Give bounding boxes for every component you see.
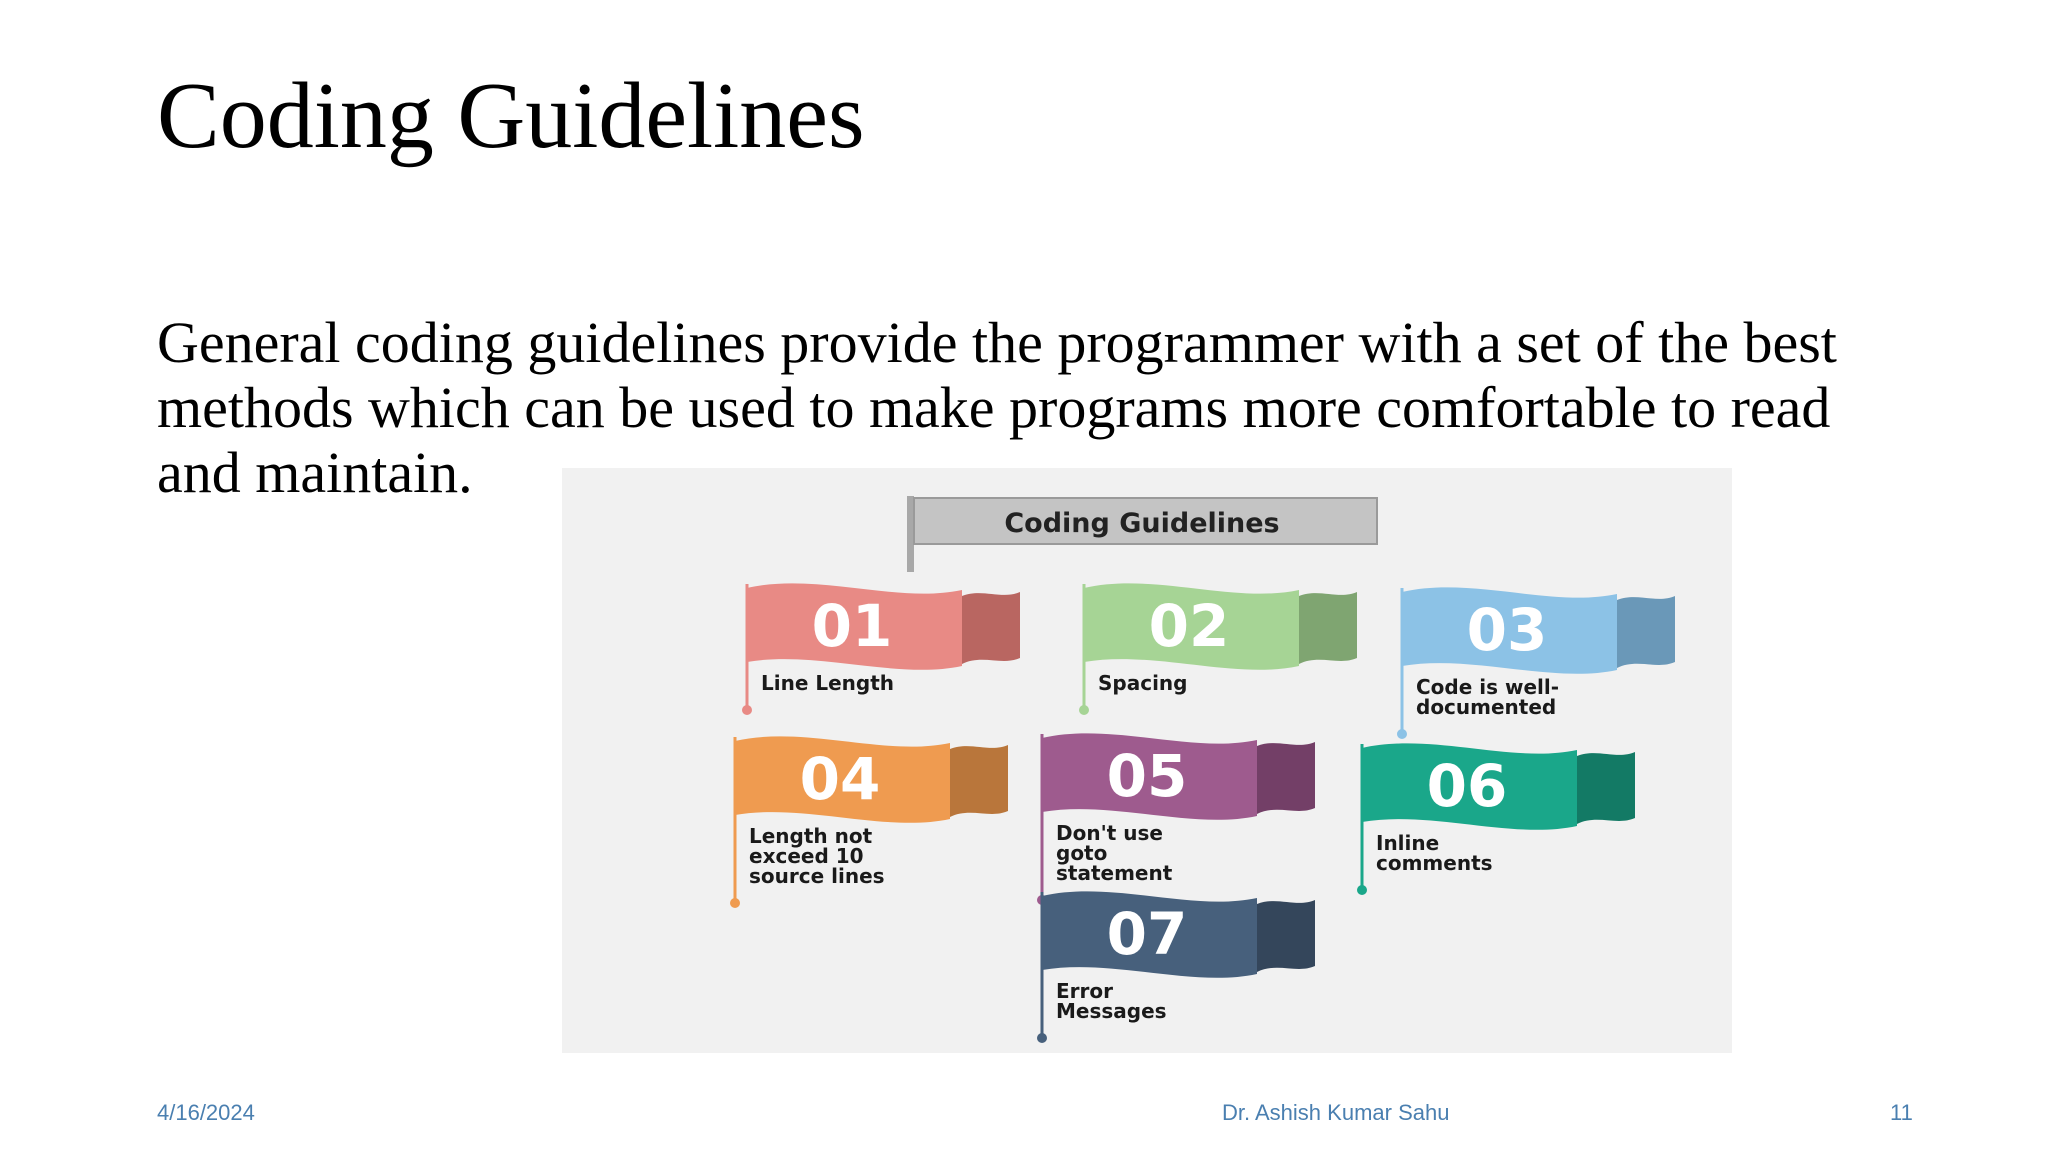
flag-pole-base <box>1037 1033 1047 1043</box>
flag-label: comments <box>1376 851 1493 875</box>
flag-side <box>1257 900 1315 972</box>
slide-title: Coding Guidelines <box>157 64 865 168</box>
coding-guidelines-graphic <box>562 468 1732 1053</box>
flag-side <box>1299 592 1357 664</box>
flag-side <box>1577 752 1635 824</box>
flag-04 <box>730 736 1008 908</box>
flag-number: 07 <box>1106 900 1188 968</box>
flag-05 <box>1037 733 1315 905</box>
banner-pole <box>907 496 914 572</box>
flag-number: 04 <box>799 745 881 813</box>
flag-label: Messages <box>1056 999 1167 1023</box>
flag-label: Code is well- <box>1416 675 1560 699</box>
banner-flag <box>907 496 1377 572</box>
flag-label: Error <box>1056 979 1113 1003</box>
flag-label: goto <box>1056 841 1108 865</box>
flag-side <box>950 745 1008 817</box>
flag-pole-base <box>1357 885 1367 895</box>
flag-number: 05 <box>1106 742 1188 810</box>
flag-pole-base <box>730 898 740 908</box>
coding-guidelines-figure <box>562 468 1732 1053</box>
footer-author: Dr. Ashish Kumar Sahu <box>1222 1100 1450 1125</box>
flags-layer <box>730 583 1675 1043</box>
flag-number: 06 <box>1426 752 1508 820</box>
flag-02 <box>1079 583 1357 715</box>
flag-pole-base <box>1079 705 1089 715</box>
flag-number: 03 <box>1466 596 1548 664</box>
footer-date: 4/16/2024 <box>157 1100 255 1125</box>
body-paragraph: General coding guidelines provide the programmer with a set of the best methods which can be used to make programs more comfortable to read and maintain. <box>157 310 1837 505</box>
flag-06 <box>1357 743 1635 895</box>
flag-label: exceed 10 <box>749 844 864 868</box>
flag-label: Spacing <box>1098 671 1188 695</box>
flag-label: source lines <box>749 864 885 888</box>
flag-03 <box>1397 587 1675 739</box>
flag-pole-base <box>1397 729 1407 739</box>
flag-label: statement <box>1056 861 1173 885</box>
footer-page-number: 11 <box>1890 1100 1913 1125</box>
flag-label: Inline <box>1376 831 1440 855</box>
flag-label: Don't use <box>1056 821 1163 845</box>
flag-side <box>1617 596 1675 668</box>
flag-label: Line Length <box>761 671 895 695</box>
flag-number: 02 <box>1148 592 1230 660</box>
flag-07 <box>1037 891 1315 1043</box>
banner-title: Coding Guidelines <box>1004 508 1280 539</box>
flag-side <box>1257 742 1315 814</box>
flag-01 <box>742 583 1020 715</box>
flag-label: documented <box>1416 695 1557 719</box>
flag-number: 01 <box>811 592 893 660</box>
flag-pole-base <box>742 705 752 715</box>
flag-label: Length not <box>749 824 873 848</box>
flag-side <box>962 592 1020 664</box>
